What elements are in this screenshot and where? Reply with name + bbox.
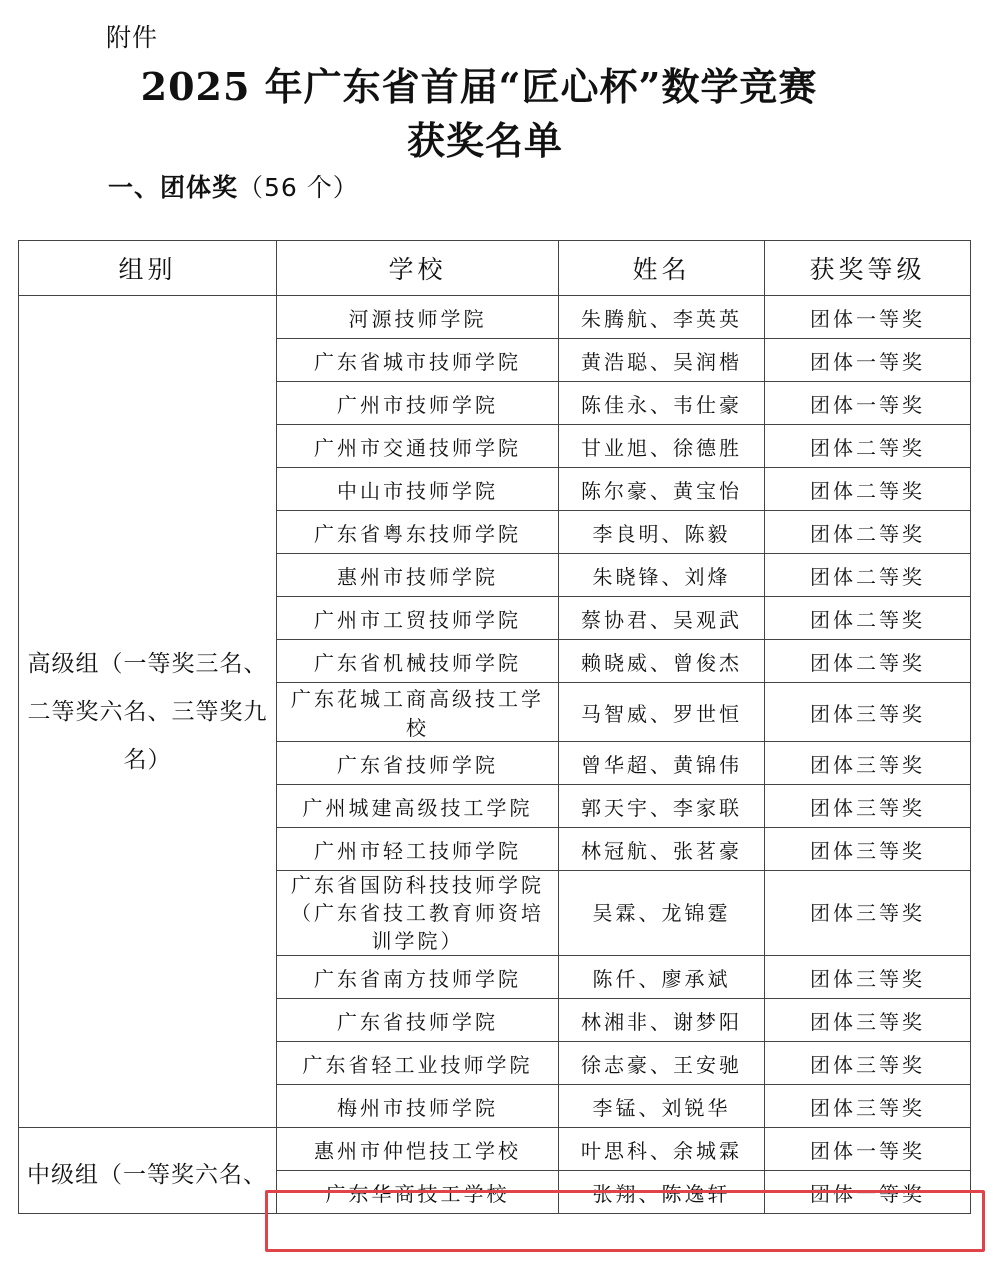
level-cell: 团体三等奖 (765, 785, 971, 828)
names-cell: 黄浩聪、吴润楷 (559, 339, 765, 382)
names-cell: 叶思科、余城霖 (559, 1128, 765, 1171)
school-cell: 惠州市仲恺技工学校 (277, 1128, 559, 1171)
level-cell: 团体三等奖 (765, 828, 971, 871)
names-cell: 陈佳永、韦仕豪 (559, 382, 765, 425)
level-cell: 团体三等奖 (765, 956, 971, 999)
names-cell: 张翔、陈逸轩 (559, 1171, 765, 1214)
level-cell: 团体二等奖 (765, 597, 971, 640)
level-cell: 团体二等奖 (765, 468, 971, 511)
school-cell: 广州市技师学院 (277, 382, 559, 425)
school-cell: 广州城建高级技工学院 (277, 785, 559, 828)
names-cell: 马智威、罗世恒 (559, 683, 765, 742)
header-level: 获奖等级 (765, 241, 971, 296)
level-cell: 团体三等奖 (765, 683, 971, 742)
names-cell: 曾华超、黄锦伟 (559, 742, 765, 785)
group-cell-middle: 中级组（一等奖六名、 (19, 1128, 277, 1214)
header-names: 姓名 (559, 241, 765, 296)
table-header-row (19, 241, 971, 296)
level-cell: 团体三等奖 (765, 871, 971, 956)
names-cell: 陈尔豪、黄宝怡 (559, 468, 765, 511)
attachment-label: 附件 (106, 23, 159, 52)
awards-table-body (19, 296, 971, 1214)
table-row (19, 1128, 971, 1171)
level-cell: 团体一等奖 (765, 1128, 971, 1171)
document-title-line2: 获奖名单 (406, 118, 563, 163)
level-cell: 团体二等奖 (765, 640, 971, 683)
header-school: 学校 (277, 241, 559, 296)
school-cell: 广东省技师学院 (277, 742, 559, 785)
names-cell: 林湘非、谢梦阳 (559, 999, 765, 1042)
school-cell: 广州市工贸技师学院 (277, 597, 559, 640)
names-cell: 李良明、陈毅 (559, 511, 765, 554)
section-count: （56 个） (238, 173, 359, 202)
names-cell: 蔡协君、吴观武 (559, 597, 765, 640)
school-cell: 广东花城工商高级技工学校 (277, 683, 559, 742)
school-cell: 梅州市技师学院 (277, 1085, 559, 1128)
level-cell: 团体三等奖 (765, 1085, 971, 1128)
level-cell: 团体一等奖 (765, 296, 971, 339)
header-group: 组别 (19, 241, 277, 296)
section-heading-text: 一、团体奖 (108, 173, 239, 202)
names-cell: 吴霖、龙锦霆 (559, 871, 765, 956)
school-cell: 广东省粤东技师学院 (277, 511, 559, 554)
school-cell: 中山市技师学院 (277, 468, 559, 511)
names-cell: 徐志豪、王安驰 (559, 1042, 765, 1085)
school-cell: 广东省城市技师学院 (277, 339, 559, 382)
school-cell: 广东省南方技师学院 (277, 956, 559, 999)
level-cell: 团体一等奖 (765, 382, 971, 425)
level-cell: 团体二等奖 (765, 425, 971, 468)
school-cell: 河源技师学院 (277, 296, 559, 339)
school-cell: 惠州市技师学院 (277, 554, 559, 597)
level-cell: 团体三等奖 (765, 1042, 971, 1085)
names-cell: 朱腾航、李英英 (559, 296, 765, 339)
school-cell: 广东省国防科技技师学院（广东省技工教育师资培训学院） (277, 871, 559, 956)
school-cell: 广州市交通技师学院 (277, 425, 559, 468)
names-cell: 郭天宇、李家联 (559, 785, 765, 828)
document-title-line1: 2025 年广东省首届“匠心杯”数学竞赛 (140, 64, 818, 109)
names-cell: 陈仟、廖承斌 (559, 956, 765, 999)
level-cell: 团体一等奖 (765, 1171, 971, 1214)
school-cell: 广州市轻工技师学院 (277, 828, 559, 871)
level-cell: 团体三等奖 (765, 999, 971, 1042)
level-cell: 团体二等奖 (765, 554, 971, 597)
names-cell: 林冠航、张茗豪 (559, 828, 765, 871)
level-cell: 团体二等奖 (765, 511, 971, 554)
names-cell: 李锰、刘锐华 (559, 1085, 765, 1128)
school-cell: 广东省技师学院 (277, 999, 559, 1042)
table-row (19, 296, 971, 339)
awards-table (18, 240, 971, 1214)
school-cell: 广东省轻工业技师学院 (277, 1042, 559, 1085)
names-cell: 赖晓威、曾俊杰 (559, 640, 765, 683)
names-cell: 朱晓锋、刘烽 (559, 554, 765, 597)
names-cell: 甘业旭、徐德胜 (559, 425, 765, 468)
level-cell: 团体三等奖 (765, 742, 971, 785)
school-cell: 广东华商技工学校 (277, 1171, 559, 1214)
level-cell: 团体一等奖 (765, 339, 971, 382)
school-cell: 广东省机械技师学院 (277, 640, 559, 683)
section-heading (108, 168, 359, 204)
group-cell-senior: 高级组（一等奖三名、二等奖六名、三等奖九名） (19, 296, 277, 1128)
